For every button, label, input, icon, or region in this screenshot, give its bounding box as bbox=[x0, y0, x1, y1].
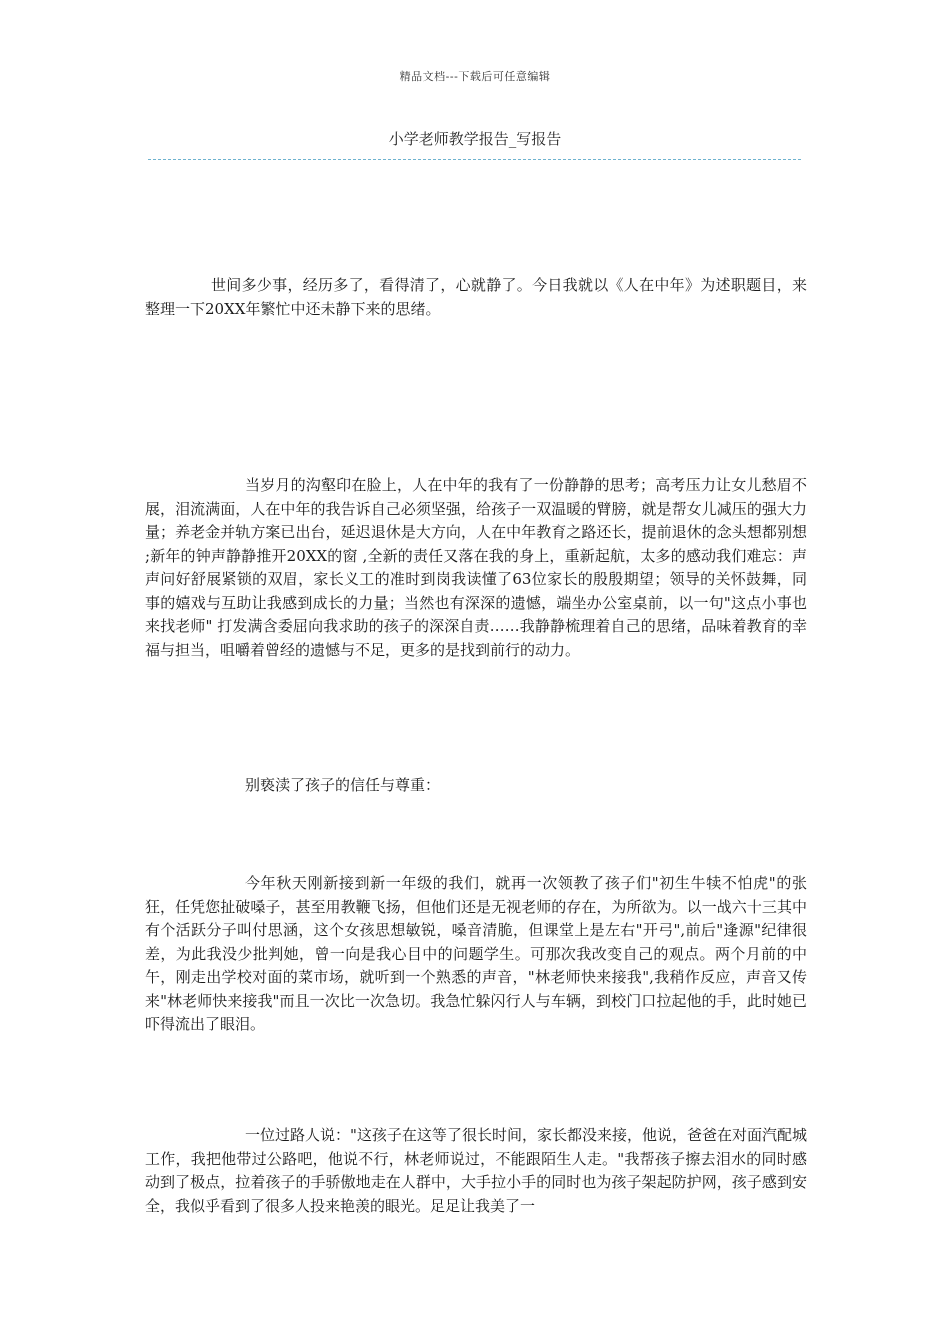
paragraph-intro: 世间多少事，经历多了，看得清了，心就静了。今日我就以《人在中年》为述职题目，来整理一下20XX年繁忙中还未静下来的思绪。 bbox=[145, 276, 807, 318]
document-title: 小学老师教学报告_写报告 bbox=[388, 130, 562, 148]
paragraph-passerby: 一位过路人说："这孩子在这等了很长时间，家长都没来接，他说，爸爸在对面汽配城工作，我把他带过公路吧，他说不行，林老师说过，不能跟陌生人走。"我帮孩子擦去泪水的同时感动到了极点，拉着孩子的手骄傲地走在人群中，大手拉小手的同时也为孩子架起防护网，孩子感到安全，我似乎看到了很多人投来艳羡的眼光。足足让我美了一 bbox=[145, 1126, 807, 1215]
header-watermark: 精品文档---下载后可任意编辑 bbox=[399, 70, 551, 83]
section-heading: 别亵渎了孩子的信任与尊重： bbox=[245, 776, 441, 794]
paragraph-story: 今年秋天刚新接到新一年级的我们，就再一次领教了孩子们"初生牛犊不怕虎"的张狂，任凭您扯破嗓子，甚至用教鞭飞扬，但他们还是无视老师的存在，为所欲为。以一战六十三其中有个活跃分子叫付思涵，这个女孩思想敏锐，嗓音清脆，但课堂上是左右"开弓",前后"逢源"纪律很差，为此我没少批判她，曾一向是我心目中的问题学生。可那次我改变自己的观点。两个月前的中午，刚走出学校对面的菜市场，就听到一个熟悉的声音，"林老师快来接我",我稍作反应，声音又传来"林老师快来接我"而且一次比一次急切。我急忙躲闪行人与车辆，到校门口拉起他的手，此时她已吓得流出了眼泪。 bbox=[145, 874, 807, 1033]
paragraph-reflection: 当岁月的沟壑印在脸上，人在中年的我有了一份静静的思考；高考压力让女儿愁眉不展，泪流满面，人在中年的我告诉自己必须坚强，给孩子一双温暖的臂膀，就是帮女儿减压的强大力量；养老金并轨方案已出台，延迟退休是大方向，人在中年教育之路还长，提前退休的念头想都别想 ;新年的钟声静静推开20XX的窗 ,全新的责任又落在我的身上，重新起航，太多的感动我们难忘：声声问好舒展紧锁的双眉，家长义工的准时到岗我读懂了63位家长的殷殷期望；领导的关怀鼓舞，同事的嬉戏与互助让我感到成长的力量；当然也有深深的遗憾，端坐办公室桌前，以一句"这点小事也来找老师" 打发满含委屈向我求助的孩子的深深自责……我静静梳理着自己的思绪，品味着教育的幸福与担当，咀嚼着曾经的遗憾与不足，更多的是找到前行的动力。 bbox=[145, 476, 807, 659]
title-divider bbox=[148, 159, 801, 160]
